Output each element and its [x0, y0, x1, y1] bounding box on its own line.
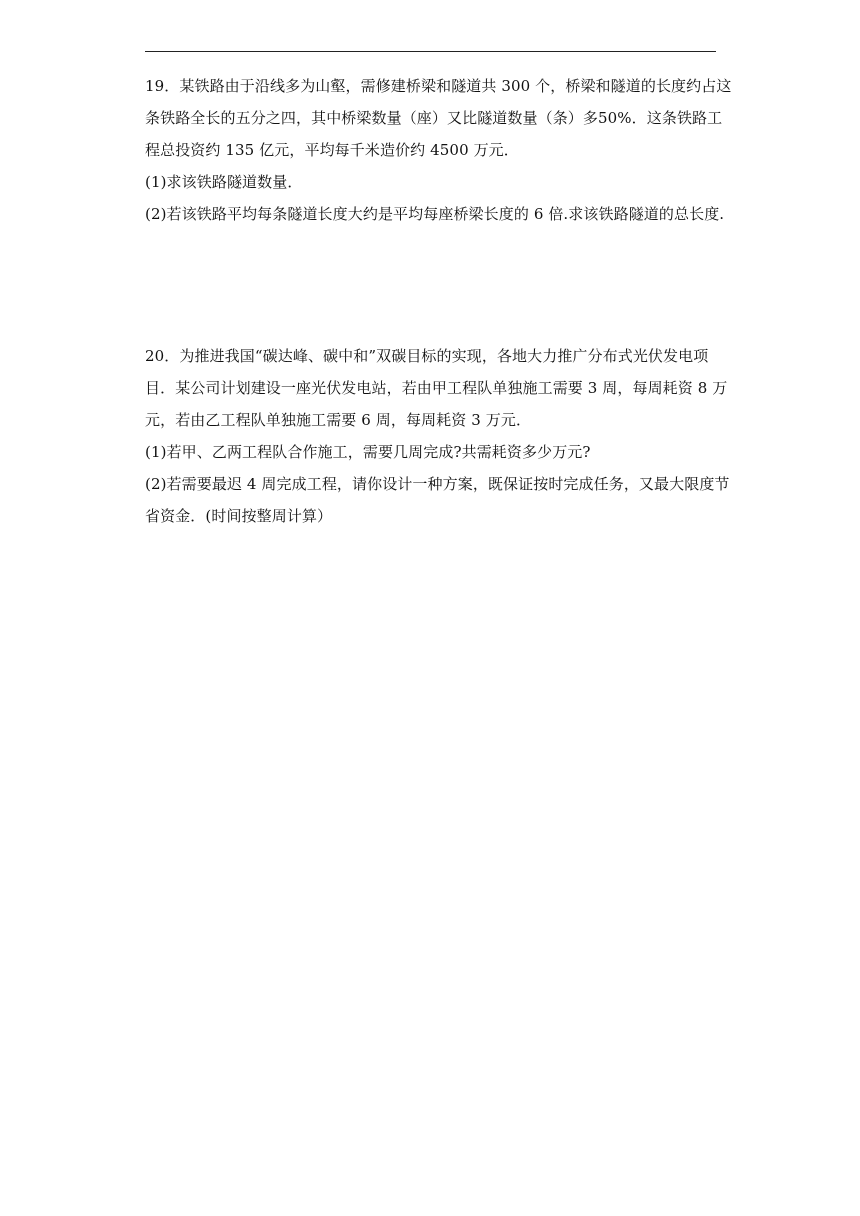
question-19	[145, 70, 732, 230]
question-20-part-2-line-1: (2)若需要最迟 4 周完成工程，请你设计一种方案，既保证按时完成任务，又最大限度节	[145, 475, 730, 493]
question-19-part-2: (2)若该铁路平均每条隧道长度大约是平均每座桥梁长度的 6 倍.求该铁路隧道的总长度.	[145, 205, 725, 223]
question-19-stem-line-2: 条铁路全长的五分之四，其中桥梁数量（座）又比隧道数量（条）多50%．这条铁路工	[145, 109, 723, 127]
question-20-stem-line-1: 20．为推进我国“碳达峰、碳中和”双碳目标的实现，各地大力推广分布式光伏发电项	[145, 347, 709, 365]
question-20-part-2-line-2: 省资金．(时间按整周计算）	[145, 507, 333, 525]
question-20-part-1: (1)若甲、乙两工程队合作施工，需要几周完成?共需耗资多少万元?	[145, 443, 591, 461]
question-19-stem-line-3: 程总投资约 135 亿元，平均每千米造价约 4500 万元．	[145, 141, 519, 159]
question-19-stem-line-1: 19．某铁路由于沿线多为山壑，需修建桥梁和隧道共 300 个，桥梁和隧道的长度约占这	[145, 77, 732, 95]
question-19-part-1: (1)求该铁路隧道数量．	[145, 173, 303, 191]
question-20-stem-line-2: 目．某公司计划建设一座光伏发电站，若由甲工程队单独施工需要 3 周，每周耗资 8 万	[145, 379, 728, 397]
question-20	[145, 340, 730, 532]
header-divider	[145, 51, 716, 52]
question-20-stem-line-3: 元，若由乙工程队单独施工需要 6 周，每周耗资 3 万元．	[145, 411, 532, 429]
